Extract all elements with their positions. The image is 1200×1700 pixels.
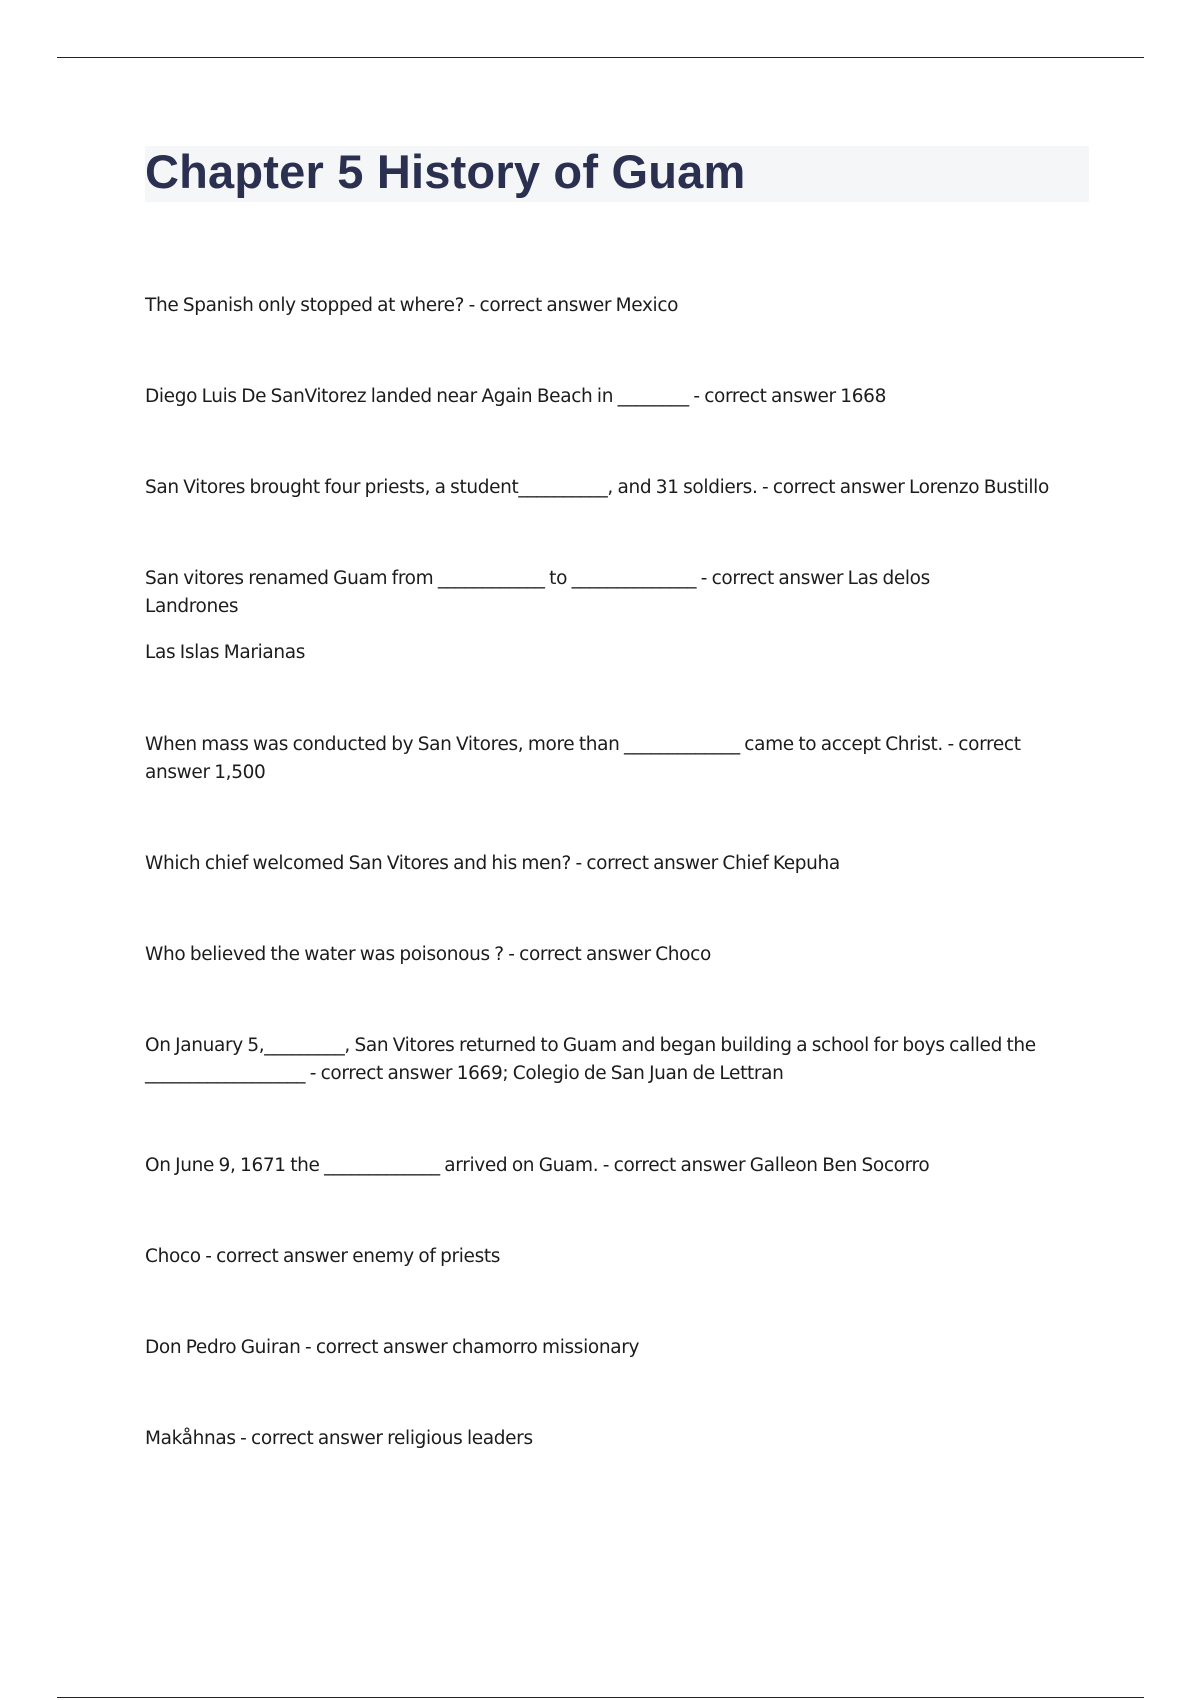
qa-item: [145, 731, 1065, 787]
top-rule: [57, 57, 1144, 58]
qa-text: The Spanish only stopped at where? - correct answer Mexico: [145, 295, 679, 316]
qa-item: [145, 1334, 1095, 1362]
qa-text: Choco - correct answer enemy of priests: [145, 1246, 501, 1267]
qa-text: On June 9, 1671 the _____________ arrived on Guam. - correct answer Galleon Ben Socorro: [145, 1155, 930, 1176]
qa-text: Makåhnas - correct answer religious leaders: [145, 1428, 533, 1449]
qa-text: On January 5,_________, San Vitores returned to Guam and began building a school for boys called the __________________ - correct answer 1669; Colegio de San Juan de Lettran: [145, 1035, 1036, 1084]
qa-text: San Vitores brought four priests, a student__________, and 31 soldiers. - correct answer Lorenzo Bustillo: [145, 477, 1049, 498]
qa-item: [145, 1152, 1095, 1180]
qa-item: [145, 1032, 1090, 1088]
qa-item: [145, 292, 1095, 320]
qa-item: [145, 383, 1095, 411]
qa-text: Who believed the water was poisonous ? - correct answer Choco: [145, 944, 711, 965]
qa-item: [145, 474, 1095, 502]
page-title: Chapter 5 History of Guam: [145, 145, 746, 198]
qa-text: Don Pedro Guiran - correct answer chamorro missionary: [145, 1337, 640, 1358]
qa-item: [145, 850, 1095, 878]
qa-text: Diego Luis De SanVitorez landed near Again Beach in ________ - correct answer 1668: [145, 386, 886, 407]
qa-text: When mass was conducted by San Vitores, more than _____________ came to accept Christ. - correct answer 1,500: [145, 734, 1021, 783]
qa-item: [145, 1425, 1095, 1453]
qa-text: Which chief welcomed San Vitores and his men? - correct answer Chief Kepuha: [145, 853, 840, 874]
qa-text: San vitores renamed Guam from ____________ to ______________ - correct answer Las delos Landrones: [145, 568, 930, 617]
bottom-rule: [57, 1697, 1144, 1698]
qa-item: [145, 941, 1095, 969]
qa-text-continued: Las Islas Marianas: [145, 642, 306, 663]
qa-item: [145, 1243, 1095, 1271]
qa-item: [145, 565, 1015, 667]
